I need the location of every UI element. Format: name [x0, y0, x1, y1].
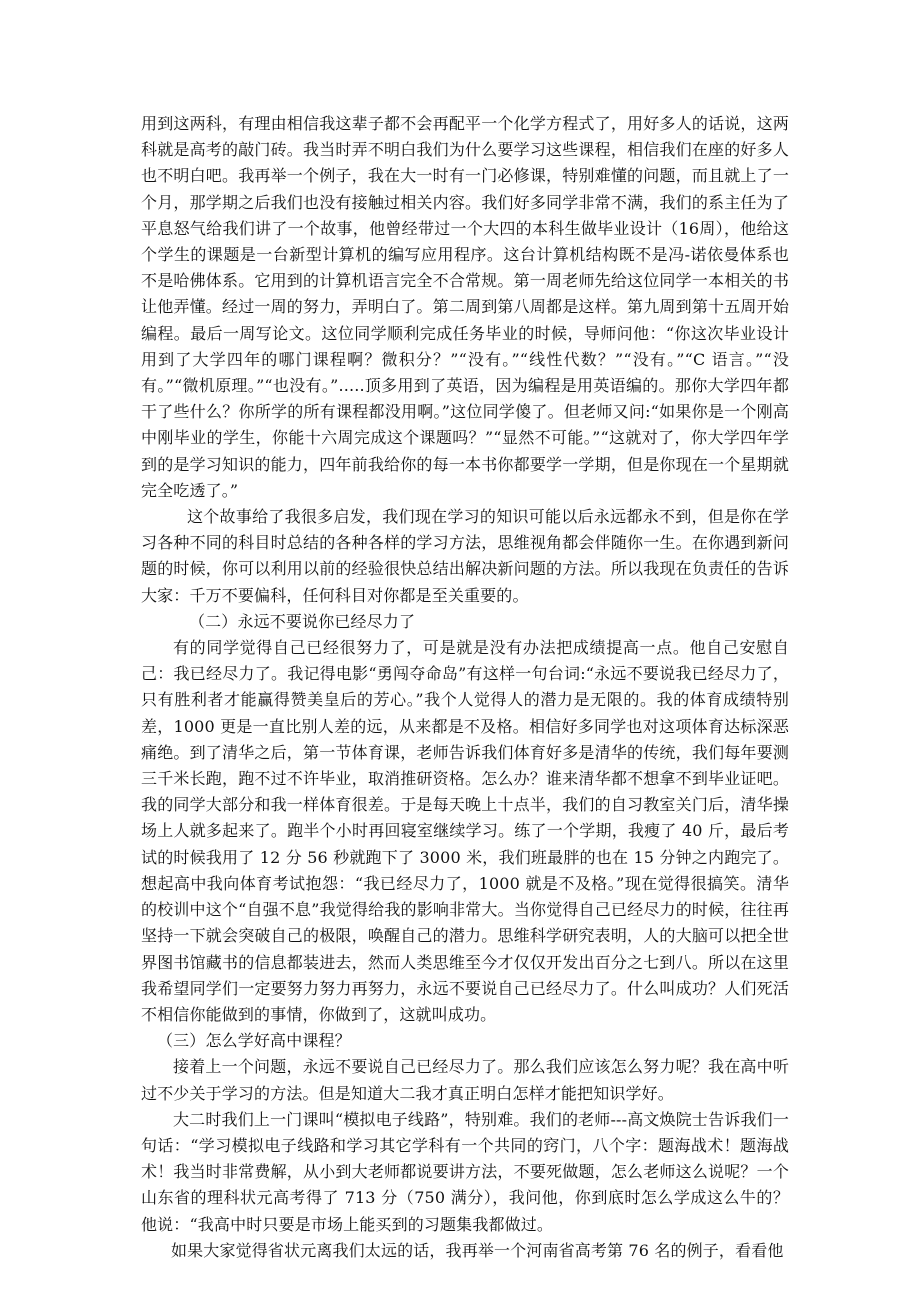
- paragraph-lesson: 这个故事给了我很多启发，我们现在学习的知识可能以后永远都永不到，但是你在学习各种不同的科目时总结的各种各样的学习方法，思维视角都会伴随你一生。在你遇到新问题的时候，你可以利用以前的经验很快总结出解决新问题的方法。所以我现在负责任的告诉大家：千万不要偏科，任何科目对你都是至关重要的。: [141, 507, 789, 605]
- paragraph-story: 用到这两科，有理由相信我这辈子都不会再配平一个化学方程式了，用好多人的话说，这两科就是高考的敲门砖。我当时弄不明白我们为什么要学习这些课程，相信我们在座的好多人也不明白吧。我再举一个例子，我在大一时有一门必修课，特别难懂的问题，而且就上了一个月，那学期之后我们也没有接触过相关内容。我们好多同学非常不满，我们的系主任为了平息怒气给我们讲了一个故事，他曾经带过一个大四的本科生做毕业设计（16周），他给这个学生的课题是一台新型计算机的编写应用程序。这台计算机结构既不是冯-诺依曼体系也不是哈佛体系。它用到的计算机语言完全不合常规。第一周老师先给这位同学一本相关的书让他弄懂。经过一周的努力，弄明白了。第二周到第八周都是这样。第九周到第十五周开始编程。最后一周写论文。这位同学顺利完成任务毕业的时候，导师问他：“你这次毕业设计用到了大学四年的哪门课程啊？微积分？”“没有。”“线性代数？”“没有。”“C 语言。”“没有。”“微机原理。”“也没有。”.....顶多用到了英语，因为编程是用英语编的。那你大学四年都干了些什么？你所学的所有课程都没用啊。”这位同学傻了。但老师又问:“如果你是一个刚高中刚毕业的学生，你能十六周完成这个课题吗？”“显然不可能。”“这就对了，你大学四年学到的是学习知识的能力，四年前我给你的每一本书你都要学一学期，但是你现在一个星期就完全吃透了。”: [141, 114, 789, 500]
- paragraph-effort: 有的同学觉得自己已经很努力了，可是就是没有办法把成绩提高一点。他自己安慰自己：我已经尽力了。我记得电影“勇闯夺命岛”有这样一句台词:“永远不要说我已经尽力了，只有胜利者才能赢得赞美皇后的芳心。”我个人觉得人的潜力是无限的。我的体育成绩特别差，1000 更是一直比别人差的远，从来都是不及格。相信好多同学也对这项体育达标深恶痛绝。到了清华之后，第一节体育课，老师告诉我们体育好多是清华的传统，我们每年要测三千米长跑，跑不过不许毕业，取消推研资格。怎么办？谁来清华都不想拿不到毕业证吧。我的同学大部分和我一样体育很差。于是每天晚上十点半，我们的自习教室关门后，清华操场上人就多起来了。跑半个小时再回寝室继续学习。练了一个学期，我瘦了 40 斤，最后考试的时候我用了 12 分 56 秒就跑下了 3000 米，我们班最胖的也在 15 分钟之内跑完了。想起高中我向体育考试抱怨：“我已经尽力了，1000 就是不及格。”现在觉得很搞笑。清华的校训中这个“自强不息”我觉得给我的影响非常大。当你觉得自己已经尽力的时候，往往再坚持一下就会突破自己的极限，唤醒自己的潜力。思维科学研究表明，人的大脑可以把全世界图书馆藏书的信息都装进去，然而人类思维至今才仅仅开发出百分之七到八。所以在这里我希望同学们一定要努力努力再努力，永远不要说自己已经尽力了。什么叫成功？人们死活不相信你能做到的事情，你做到了，这就叫成功。: [141, 638, 789, 1024]
- paragraph-practice: 大二时我们上一门课叫“模拟电子线路”，特别难。我们的老师---高文焕院士告诉我们一句话：“学习模拟电子线路和学习其它学科有一个共同的窍门，八个字：题海战术！题海战术！我当时非常费解，从小到大老师都说要讲方法，不要死做题，怎么老师这么说呢？一个山东省的理科状元高考得了 713 分（750 满分），我问他，你到底时怎么学成这么牛的？他说：“我高中时只要是市场上能买到的习题集我都做过。: [141, 1109, 789, 1234]
- section-heading-2: （二）永远不要说你已经尽力了: [189, 611, 416, 631]
- paragraph-transition: 接着上一个问题，永远不要说自己已经尽力了。那么我们应该怎么努力呢？我在高中听过不少关于学习的方法。但是知道大二我才真正明白怎样才能把知识学好。: [141, 1057, 789, 1103]
- section-heading-3: （三）怎么学好高中课程？: [157, 1031, 351, 1051]
- paragraph-example: 如果大家觉得省状元离我们太远的话，我再举一个河南省高考第 76 名的例子，看看他: [171, 1240, 784, 1260]
